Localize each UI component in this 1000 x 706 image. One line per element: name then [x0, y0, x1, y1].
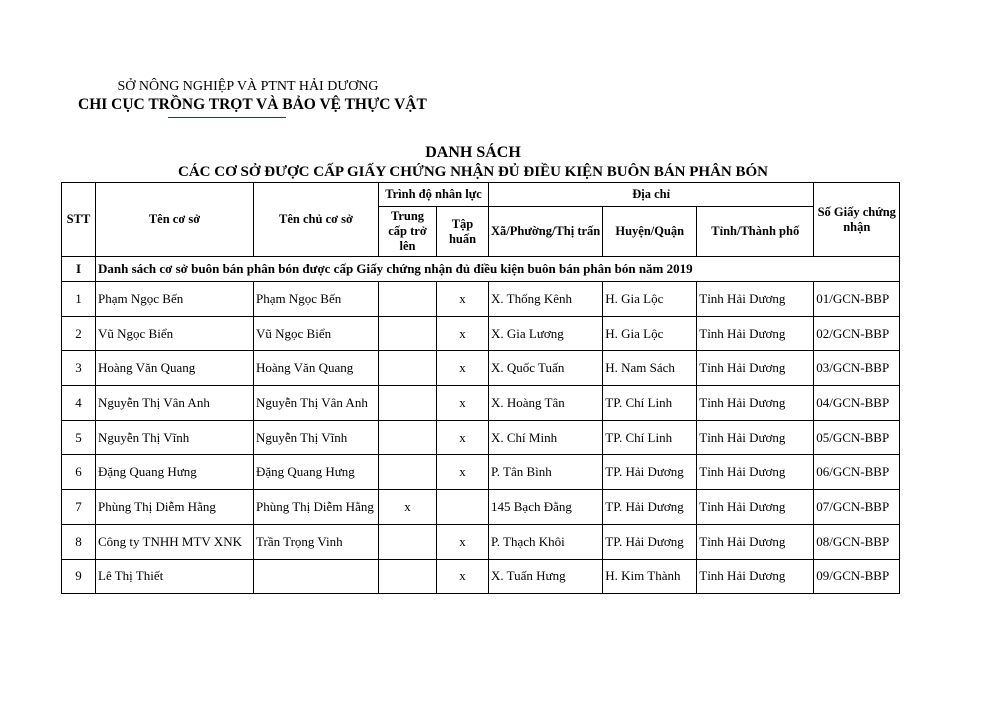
cell-huyen: TP. Chí Linh: [603, 386, 697, 421]
cell-tap-huan: x: [437, 351, 489, 386]
cell-tinh: Tỉnh Hải Dương: [697, 351, 814, 386]
cell-tap-huan: x: [437, 559, 489, 594]
cell-so-giay: 01/GCN-BBP: [814, 282, 900, 317]
table-row: [62, 420, 900, 455]
cell-ten-chu: Trần Trọng Vinh: [254, 524, 379, 559]
cell-trung-cap: [379, 559, 437, 594]
table-row: [62, 490, 900, 525]
cell-tap-huan: x: [437, 524, 489, 559]
cell-tap-huan: x: [437, 386, 489, 421]
cell-tap-huan: x: [437, 282, 489, 317]
cell-stt: 5: [62, 420, 96, 455]
cell-xa: P. Thạch Khôi: [489, 524, 603, 559]
header-tap-huan: Tập huấn: [437, 207, 489, 257]
cell-ten-co-so: Lê Thị Thiết: [96, 559, 254, 594]
header-xa: [489, 207, 603, 257]
header-tinh: Tỉnh/Thành phố: [697, 207, 814, 257]
cell-ten-chu: Nguyễn Thị Vĩnh: [254, 420, 379, 455]
section-number: I: [62, 257, 96, 282]
cell-tinh: Tỉnh Hải Dương: [697, 455, 814, 490]
cell-tinh: Tỉnh Hải Dương: [697, 386, 814, 421]
table-row: [62, 351, 900, 386]
cell-stt: 1: [62, 282, 96, 317]
document-title: DANH SÁCH: [425, 144, 521, 161]
cell-xa: X. Quốc Tuấn: [489, 351, 603, 386]
header-ten-co-so: Tên cơ sở: [96, 183, 254, 257]
cell-so-giay: 03/GCN-BBP: [814, 351, 900, 386]
cell-trung-cap: x: [379, 490, 437, 525]
cell-ten-co-so: Phạm Ngọc Bến: [96, 282, 254, 317]
header-stt: STT: [62, 183, 96, 257]
department-name: SỞ NÔNG NGHIỆP VÀ PTNT HẢI DƯƠNG: [117, 79, 379, 94]
cell-so-giay: 04/GCN-BBP: [814, 386, 900, 421]
cell-ten-co-so: Hoàng Văn Quang: [96, 351, 254, 386]
cell-trung-cap: [379, 455, 437, 490]
cell-trung-cap: [379, 420, 437, 455]
cell-tap-huan: x: [437, 455, 489, 490]
header-huyen: Huyện/Quận: [603, 207, 697, 257]
cell-huyen: TP. Hải Dương: [603, 524, 697, 559]
header-so-giay: Số Giấy chứng nhận: [814, 183, 900, 257]
cell-ten-chu: Nguyễn Thị Vân Anh: [254, 386, 379, 421]
agency-name: CHI CỤC TRỒNG TRỌT VÀ BẢO VỆ THỰC VẬT: [78, 96, 427, 113]
cell-so-giay: 02/GCN-BBP: [814, 316, 900, 351]
table-row: [62, 559, 900, 594]
section-row: [62, 257, 900, 282]
cell-ten-co-so: Nguyễn Thị Vĩnh: [96, 420, 254, 455]
cell-tinh: Tỉnh Hải Dương: [697, 420, 814, 455]
cell-ten-chu: Hoàng Văn Quang: [254, 351, 379, 386]
cell-xa: X. Hoàng Tân: [489, 386, 603, 421]
cell-stt: 7: [62, 490, 96, 525]
cell-xa: 145 Bạch Đằng: [489, 490, 603, 525]
cell-so-giay: 05/GCN-BBP: [814, 420, 900, 455]
cell-stt: 8: [62, 524, 96, 559]
cell-ten-chu: Phùng Thị Diễm Hằng: [254, 490, 379, 525]
document-subtitle: CÁC CƠ SỞ ĐƯỢC CẤP GIẤY CHỨNG NHẬN ĐỦ ĐIỀU KIỆN BUÔN BÁN PHÂN BÓN: [177, 164, 769, 180]
cell-huyen: H. Gia Lộc: [603, 282, 697, 317]
cell-xa: P. Tân Bình: [489, 455, 603, 490]
section-label: Danh sách cơ sở buôn bán phân bón được cấp Giấy chứng nhận đủ điều kiện buôn bán phân bón năm 2019: [96, 257, 900, 282]
table-body: [62, 282, 900, 594]
cell-so-giay: 06/GCN-BBP: [814, 455, 900, 490]
header-trinh-do: Trình độ nhân lực: [379, 183, 489, 207]
cell-ten-co-so: Vũ Ngọc Biển: [96, 316, 254, 351]
header-ten-chu-co-so: Tên chủ cơ sở: [254, 183, 379, 257]
cell-stt: 2: [62, 316, 96, 351]
cell-tap-huan: x: [437, 420, 489, 455]
table-row: [62, 455, 900, 490]
cell-tinh: Tỉnh Hải Dương: [697, 282, 814, 317]
cell-tap-huan: x: [437, 316, 489, 351]
cell-ten-chu: Đặng Quang Hưng: [254, 455, 379, 490]
cell-tinh: Tỉnh Hải Dương: [697, 524, 814, 559]
cell-ten-co-so: Đặng Quang Hưng: [96, 455, 254, 490]
cell-huyen: H. Kim Thành: [603, 559, 697, 594]
cell-so-giay: 09/GCN-BBP: [814, 559, 900, 594]
header-xa-label: Xã/Phường/Thị trấn: [491, 224, 601, 238]
cell-ten-chu: Vũ Ngọc Biển: [254, 316, 379, 351]
cell-tinh: Tỉnh Hải Dương: [697, 316, 814, 351]
cell-huyen: H. Gia Lộc: [603, 316, 697, 351]
organization-header: [78, 78, 427, 115]
table-row: [62, 282, 900, 317]
license-table: [61, 182, 900, 594]
cell-ten-co-so: Nguyễn Thị Vân Anh: [96, 386, 254, 421]
cell-stt: 3: [62, 351, 96, 386]
cell-so-giay: 07/GCN-BBP: [814, 490, 900, 525]
header-underline: [168, 117, 286, 118]
table-row: [62, 316, 900, 351]
cell-tinh: Tỉnh Hải Dương: [697, 559, 814, 594]
cell-so-giay: 08/GCN-BBP: [814, 524, 900, 559]
cell-tinh: Tỉnh Hải Dương: [697, 490, 814, 525]
cell-huyen: TP. Hải Dương: [603, 490, 697, 525]
cell-huyen: TP. Hải Dương: [603, 455, 697, 490]
table-row: [62, 386, 900, 421]
cell-huyen: TP. Chí Linh: [603, 420, 697, 455]
cell-ten-chu: [254, 559, 379, 594]
cell-tap-huan: [437, 490, 489, 525]
header-dia-chi: Địa chỉ: [489, 183, 814, 207]
cell-trung-cap: [379, 282, 437, 317]
header-trung-cap: Trung cấp trở lên: [379, 207, 437, 257]
cell-trung-cap: [379, 316, 437, 351]
cell-stt: 9: [62, 559, 96, 594]
cell-stt: 4: [62, 386, 96, 421]
cell-ten-chu: Phạm Ngọc Bến: [254, 282, 379, 317]
cell-ten-co-so: Phùng Thị Diễm Hằng: [96, 490, 254, 525]
cell-huyen: H. Nam Sách: [603, 351, 697, 386]
cell-stt: 6: [62, 455, 96, 490]
cell-xa: X. Thống Kênh: [489, 282, 603, 317]
cell-ten-co-so: Công ty TNHH MTV XNK: [96, 524, 254, 559]
table-row: [62, 524, 900, 559]
cell-xa: X. Gia Lương: [489, 316, 603, 351]
cell-trung-cap: [379, 386, 437, 421]
cell-trung-cap: [379, 524, 437, 559]
cell-xa: X. Tuấn Hưng: [489, 559, 603, 594]
cell-xa: X. Chí Minh: [489, 420, 603, 455]
cell-trung-cap: [379, 351, 437, 386]
